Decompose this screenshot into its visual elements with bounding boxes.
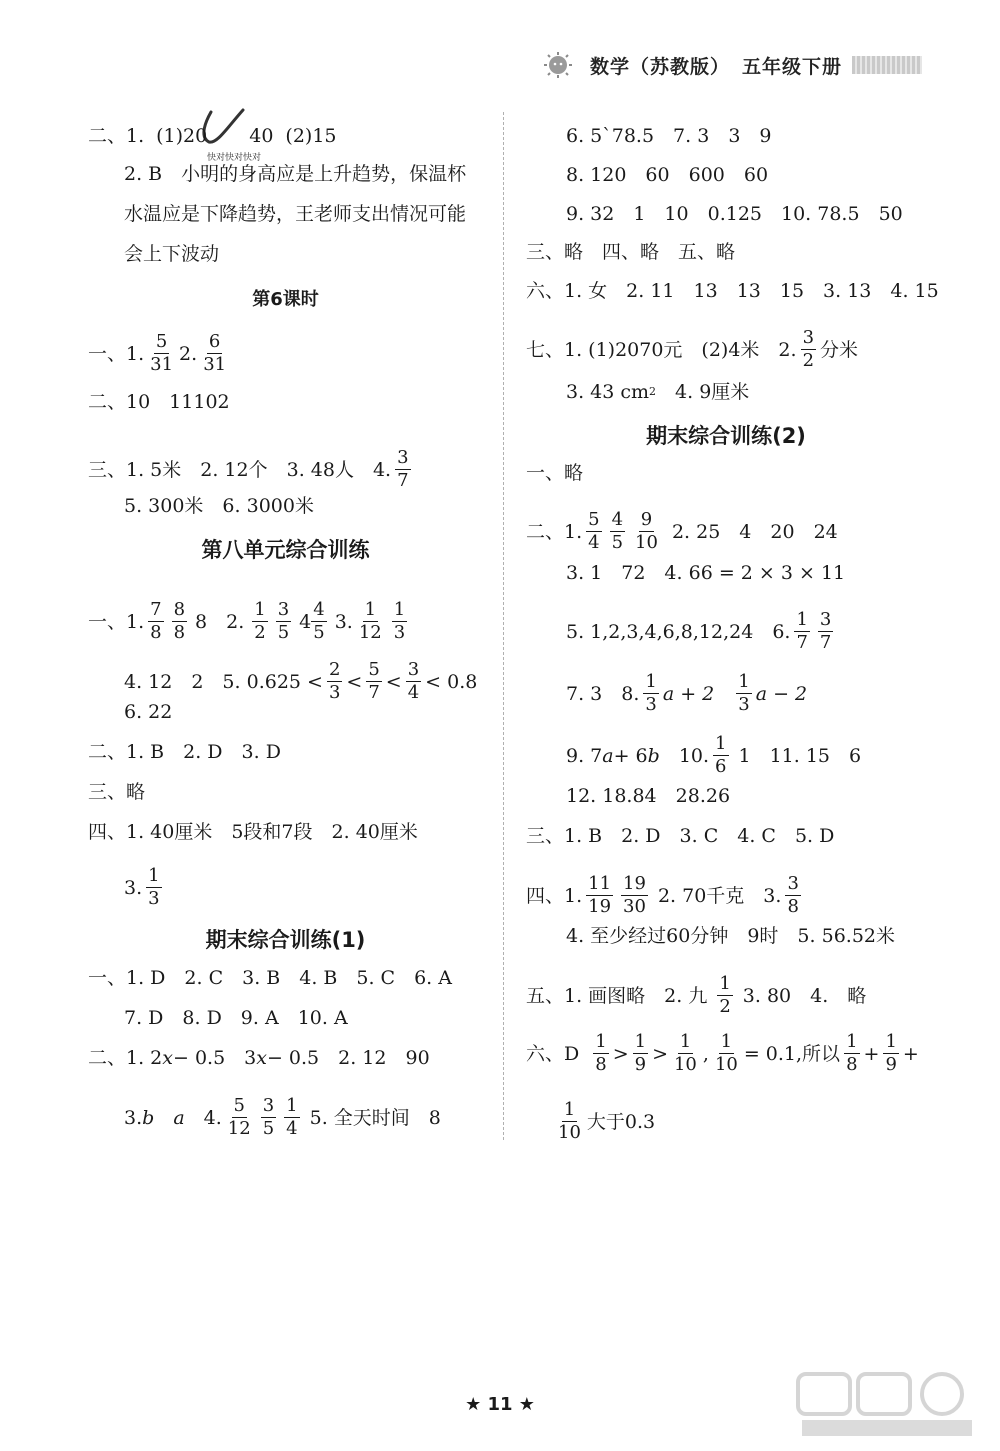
fraction-numerator: 1	[254, 599, 266, 620]
answer-line	[566, 672, 807, 715]
fraction-denominator: 5	[262, 1118, 275, 1139]
fraction	[713, 734, 728, 777]
fraction-numerator: 4	[313, 599, 325, 620]
fraction	[844, 1032, 859, 1075]
fraction	[395, 448, 410, 491]
fraction	[252, 600, 267, 643]
fraction-denominator: 8	[173, 622, 186, 643]
answer-text: − 0.5 3	[172, 1047, 257, 1069]
answer-line	[124, 866, 166, 909]
fraction	[717, 974, 732, 1017]
fraction-denominator: 3	[738, 694, 750, 715]
fraction-denominator: 2	[719, 996, 731, 1017]
expression: a + 2	[662, 682, 715, 705]
fraction-numerator: 1	[738, 671, 750, 692]
fraction-numerator: 5	[155, 331, 168, 352]
answer-text: (2)15	[285, 125, 337, 147]
fraction-denominator: 4	[407, 682, 420, 703]
fraction-numerator: 1	[720, 1031, 733, 1052]
fraction	[148, 600, 163, 643]
fraction-numerator: 1	[364, 599, 377, 620]
fraction-denominator: 2	[254, 622, 266, 643]
fraction	[801, 328, 816, 371]
fraction-numerator: 1	[595, 1031, 607, 1052]
fraction	[201, 332, 228, 375]
handwritten-stamp-text: 快对快对快对	[207, 153, 262, 163]
answer-text: = 0.1,所以	[743, 1042, 841, 1065]
answer-text: +	[863, 1042, 880, 1065]
answer-text: 3.	[124, 876, 143, 899]
fraction	[621, 874, 648, 917]
answer-line	[88, 124, 337, 148]
answer-line	[526, 974, 866, 1017]
answer-text: 1 11. 15 6	[738, 744, 862, 767]
answer-text: 5. 1,2,3,4,6,8,12,24 6.	[566, 620, 791, 643]
fraction-denominator: 7	[819, 632, 832, 653]
answer-text: 3.	[334, 610, 353, 633]
fraction-denominator: 9	[885, 1054, 897, 1075]
fraction-numerator: 3	[262, 1095, 275, 1116]
answer-text: 2. 25 4 20 24	[671, 520, 838, 543]
fraction-numerator: 1	[846, 1031, 858, 1052]
fraction	[146, 866, 161, 909]
fraction-numerator: 3	[787, 873, 799, 894]
fraction	[392, 600, 407, 643]
fraction-numerator: 8	[173, 599, 186, 620]
fraction-numerator: 3	[397, 447, 409, 468]
fraction	[406, 660, 421, 703]
fraction	[643, 672, 658, 715]
fraction	[785, 874, 800, 917]
fraction-numerator: 1	[286, 1095, 298, 1116]
fraction-numerator: 1	[645, 671, 657, 692]
fraction-numerator: 9	[640, 509, 653, 530]
answer-line	[88, 332, 232, 375]
answer-text: 一、1.	[88, 610, 145, 633]
fraction-numerator: 6	[208, 331, 221, 352]
section-heading: 期末综合训练(1)	[205, 928, 366, 952]
fraction-numerator: 3	[407, 659, 420, 680]
answer-line: 二、1. B 2. D 3. D	[88, 741, 281, 763]
fraction-numerator: 4	[611, 509, 624, 530]
fraction-numerator: 1	[634, 1031, 647, 1052]
fraction-numerator: 2	[328, 659, 341, 680]
answer-line: 12. 18.84 28.26	[566, 785, 731, 807]
fraction-numerator: 11	[588, 873, 612, 894]
answer-line	[566, 610, 837, 653]
answer-line: 三、略	[88, 781, 146, 803]
answer-line: 3. 1 72 4. 66 = 2 × 3 × 11	[566, 562, 846, 584]
answer-text: (1)20	[156, 125, 208, 147]
section-heading: 第6课时	[252, 289, 319, 310]
answer-text: 七、1. (1)2070元 (2)4米 2.	[526, 338, 797, 361]
fraction	[284, 1096, 299, 1139]
answer-text: 2.	[179, 342, 198, 365]
fraction-numerator: 1	[563, 1099, 576, 1120]
variable: a	[173, 1106, 185, 1129]
fraction	[148, 332, 175, 375]
fraction-numerator: 1	[393, 599, 406, 620]
fraction-denominator: 9	[634, 1054, 647, 1075]
page-header	[540, 50, 922, 80]
fraction-denominator: 2	[802, 350, 815, 371]
fraction-numerator: 3	[277, 599, 290, 620]
answer-text: 5. 全天时间 8	[309, 1106, 441, 1129]
fraction-denominator: 7	[397, 470, 409, 491]
fraction-numerator: 1	[719, 973, 731, 994]
header-subject: 数学（苏教版）	[589, 55, 730, 78]
answer-line: 一、略	[526, 462, 584, 484]
fraction	[357, 600, 384, 643]
answer-text: 三、1. 5米 2. 12个 3. 48人 4.	[88, 458, 392, 481]
answer-text: 3.	[124, 1106, 143, 1129]
answer-text: 4. 12 2 5. 0.625 <	[124, 670, 323, 693]
variable: x	[162, 1047, 173, 1069]
answer-line: 8. 120 60 600 60	[566, 164, 769, 186]
answer-text: <	[346, 670, 363, 693]
fraction-denominator: 31	[150, 354, 174, 375]
fraction-denominator: 4	[286, 1118, 298, 1139]
fraction-denominator: 8	[787, 896, 799, 917]
answer-text: 3. 43 cm	[566, 381, 650, 403]
column-divider	[503, 112, 504, 1140]
fraction-denominator: 3	[393, 622, 406, 643]
fraction	[593, 1032, 608, 1075]
fraction	[226, 1096, 253, 1139]
variable: x	[256, 1047, 267, 1069]
answer-line: 三、1. B 2. D 3. C 4. C 5. D	[526, 825, 835, 847]
answer-text: < 0.8	[425, 670, 478, 693]
fraction-numerator: 19	[623, 873, 646, 894]
answer-line: 4. 至少经过60分钟 9时 5. 56.52米	[566, 925, 895, 947]
fraction	[883, 1032, 898, 1075]
answer-text: ,	[702, 1042, 709, 1065]
fraction-denominator: 3	[328, 682, 341, 703]
fraction-numerator: 5	[368, 659, 380, 680]
answer-text	[154, 1106, 173, 1130]
fraction	[586, 874, 613, 917]
answer-text: +	[902, 1042, 919, 1065]
fraction	[327, 660, 342, 703]
fraction-denominator: 4	[588, 532, 600, 553]
fraction-denominator: 6	[715, 756, 727, 777]
fraction	[672, 1032, 699, 1075]
fraction	[311, 600, 326, 643]
answer-line: 六、1. 女 2. 11 13 13 15 3. 13 4. 15	[526, 280, 939, 302]
answer-text: 7. 3 8.	[566, 682, 640, 705]
answer-line: 三、略 四、略 五、略	[526, 241, 736, 263]
answer-text: 一、1.	[88, 342, 145, 365]
answer-line: 9. 32 1 10 0.125 10. 78.5 50	[566, 203, 903, 225]
answer-text: 4. 9厘米	[656, 381, 750, 403]
answer-line	[88, 448, 415, 491]
fraction	[586, 510, 601, 553]
section-heading: 期末综合训练(2)	[646, 424, 806, 448]
answer-line: 7. D 8. D 9. A 10. A	[124, 1007, 348, 1029]
fraction-numerator: 1	[679, 1031, 692, 1052]
fraction	[794, 610, 809, 653]
fraction-numerator: 5	[233, 1095, 245, 1116]
section-heading: 第八单元综合训练	[201, 538, 370, 562]
fraction-denominator: 10	[673, 1054, 697, 1075]
answer-text: 10.	[659, 744, 710, 767]
answer-paragraph: 2. B 小明的身高应是上升趋势，保温杯水温应是下降趋势，王老师支出情况可能会上下波动	[124, 163, 467, 265]
answer-line	[88, 1046, 430, 1070]
fraction-denominator: 7	[368, 682, 380, 703]
fraction	[633, 1032, 648, 1075]
answer-text: 五、1. 画图略 2. 九	[526, 984, 708, 1007]
fraction-denominator: 5	[277, 622, 290, 643]
fraction-numerator: 3	[802, 327, 815, 348]
answer-text: − 0.5 2. 12 90	[266, 1047, 430, 1069]
fraction-denominator: 31	[203, 354, 227, 375]
answer-text: 二、1.	[526, 520, 583, 543]
variable: a	[602, 744, 614, 767]
answer-line	[566, 734, 861, 777]
fraction-numerator: 1	[715, 733, 727, 754]
answer-text: 二、1.	[88, 125, 145, 147]
fraction-numerator: 1	[148, 865, 160, 886]
header-decor-bars	[852, 56, 922, 74]
answer-text: 8 2.	[195, 610, 245, 633]
answer-line: 二、10 11102	[88, 391, 230, 413]
answer-text: 四、1.	[526, 884, 583, 907]
fraction-denominator: 3	[148, 888, 160, 909]
fraction-numerator: 3	[819, 609, 832, 630]
fraction	[172, 600, 187, 643]
fraction	[736, 672, 751, 715]
answer-line	[566, 380, 749, 404]
answer-text: 9. 7	[566, 744, 603, 767]
answer-line: 四、1. 40厘米 5段和7段 2. 40厘米	[88, 821, 418, 843]
fraction-denominator: 5	[611, 532, 624, 553]
answer-line: 一、1. D 2. C 3. B 4. B 5. C 6. A	[88, 967, 452, 989]
sun-emblem-icon	[540, 52, 576, 78]
answer-text: <	[385, 670, 402, 693]
fraction-denominator: 8	[150, 622, 162, 643]
answer-text: 分米	[820, 338, 859, 361]
fraction-numerator: 1	[885, 1031, 897, 1052]
fraction	[366, 660, 381, 703]
answer-line: 5. 300米 6. 3000米	[124, 495, 314, 517]
answer-text: 2. 70千克 3.	[657, 884, 782, 907]
answer-line	[526, 328, 858, 371]
fraction-denominator: 3	[645, 694, 657, 715]
fraction-denominator: 19	[588, 896, 612, 917]
fraction	[713, 1032, 740, 1075]
header-grade: 五年级下册	[741, 55, 842, 78]
page-number: ★ 11 ★	[465, 1394, 535, 1415]
variable: b	[142, 1106, 155, 1129]
answer-line	[526, 1032, 919, 1075]
answer-text: 大于0.3	[586, 1110, 656, 1133]
fraction-denominator: 30	[623, 896, 646, 917]
answer-text: 40	[249, 125, 274, 147]
fraction-denominator: 5	[313, 622, 325, 643]
fraction	[633, 510, 660, 553]
fraction-denominator: 10	[714, 1054, 738, 1075]
answer-line	[526, 874, 805, 917]
answer-text: >	[612, 1042, 629, 1065]
fraction	[818, 610, 833, 653]
answer-line	[526, 510, 838, 553]
fraction-numerator: 5	[588, 509, 600, 530]
superscript: 2	[649, 385, 657, 398]
fraction-numerator: 1	[796, 609, 808, 630]
answer-text: 二、1. 2	[88, 1047, 163, 1069]
fraction	[276, 600, 291, 643]
fraction-denominator: 12	[358, 622, 382, 643]
answer-line: 6. 22	[124, 701, 173, 723]
answer-line: 6. 5ˋ78.5 7. 3 3 9	[566, 125, 772, 147]
variable: b	[647, 744, 660, 767]
answer-text: 3. 80 4. 略	[742, 984, 867, 1007]
answer-text: + 6	[613, 744, 648, 767]
answer-text: 4	[299, 610, 312, 633]
fraction-denominator: 10	[635, 532, 658, 553]
answer-text: >	[652, 1042, 668, 1065]
answer-line	[124, 1096, 441, 1139]
fraction-denominator: 8	[595, 1054, 607, 1075]
watermark-logo-icon	[792, 1370, 982, 1440]
answer-line	[526, 1100, 655, 1143]
answer-text: 六、D	[526, 1042, 580, 1065]
expression: a − 2	[755, 682, 808, 705]
fraction	[556, 1100, 583, 1143]
fraction	[261, 1096, 276, 1139]
fraction-denominator: 7	[796, 632, 808, 653]
fraction-denominator: 12	[227, 1118, 251, 1139]
fraction-denominator: 10	[558, 1122, 581, 1143]
fraction	[610, 510, 625, 553]
fraction-denominator: 8	[846, 1054, 858, 1075]
answer-line	[88, 600, 411, 643]
answer-line	[124, 660, 477, 703]
fraction-numerator: 7	[150, 599, 162, 620]
answer-text: 4.	[184, 1106, 222, 1129]
